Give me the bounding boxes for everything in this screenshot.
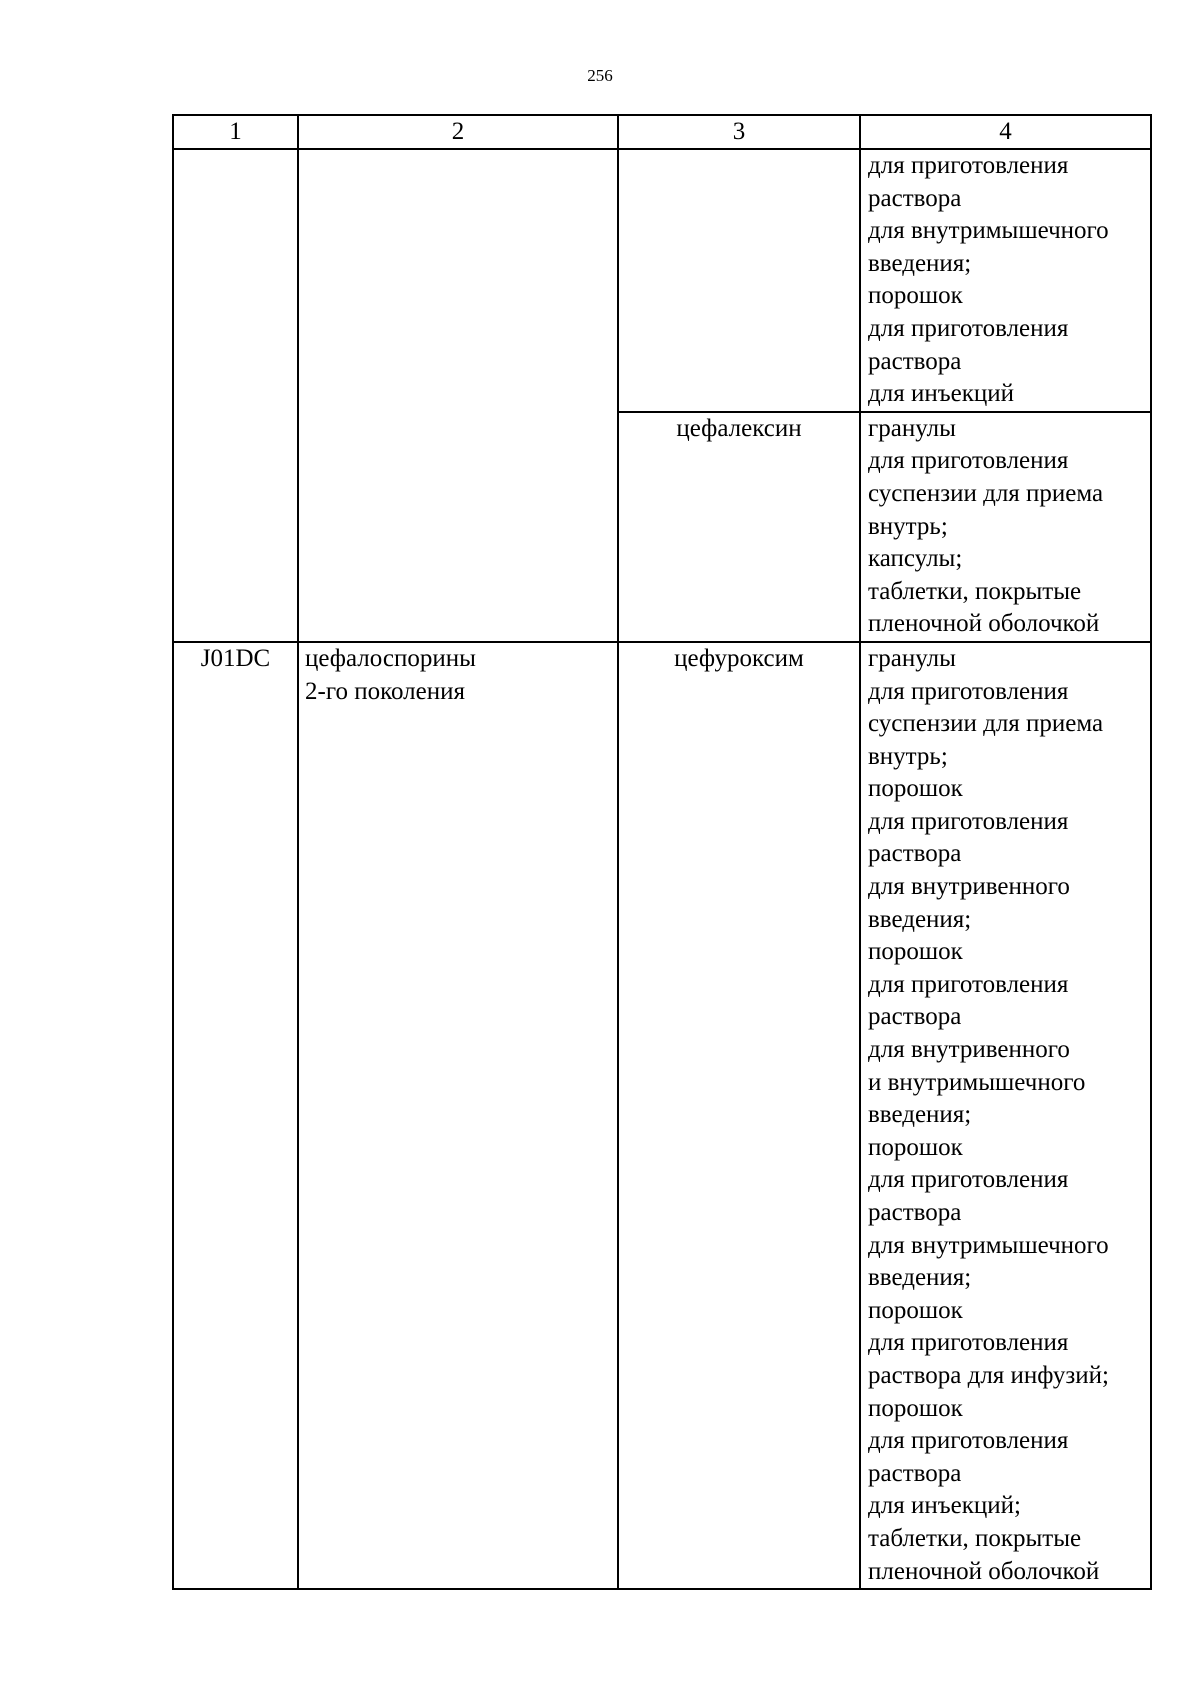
dosage-forms-cell [860, 642, 1151, 1589]
text-line: для приготовления [868, 152, 1069, 179]
text-line: для внутривенного [868, 1036, 1070, 1064]
page-number: 256 [587, 66, 613, 85]
text-line: и внутримышечного [868, 1068, 1086, 1096]
text-line: для приготовления [868, 1427, 1069, 1455]
column-header: 3 [618, 115, 860, 149]
atc-code-cell [173, 149, 298, 642]
column-header: 2 [298, 115, 618, 149]
table-row [173, 642, 1151, 1589]
text-line: суспензии для приема [868, 479, 1104, 507]
text-line: введения; [868, 249, 972, 277]
text-line: пленочной оболочкой [868, 1557, 1100, 1585]
text-line: пленочной оболочкой [868, 610, 1100, 638]
text-line: раствора [868, 184, 962, 212]
text-line: капсулы; [868, 545, 963, 573]
text-line: для внутривенного [868, 873, 1070, 901]
drug-name-cell: цефуроксим [618, 642, 860, 1589]
text-line: таблетки, покрытые [868, 1524, 1082, 1552]
dosage-forms-cell [860, 149, 1151, 412]
text-line: для инъекций; [868, 1492, 1021, 1520]
text-line: гранулы [868, 414, 956, 442]
dosage-forms-cell [860, 412, 1151, 642]
text-line: раствора [868, 347, 962, 375]
text-line: раствора [868, 1003, 962, 1031]
text-line: для инъекций [868, 380, 1015, 408]
column-header: 4 [860, 115, 1151, 149]
text-line: внутрь; [868, 512, 948, 540]
text-line: 2-го поколения [305, 677, 465, 705]
text-line: для приготовления [868, 447, 1069, 475]
group-name-cell [298, 642, 618, 1589]
text-line: для внутримышечного [868, 217, 1109, 245]
text-line: порошок [868, 1133, 963, 1161]
atc-code-cell: J01DC [173, 642, 298, 1589]
text-line: таблетки, покрытые [868, 577, 1082, 605]
text-line: для приготовления [868, 314, 1069, 342]
text-line: для приготовления [868, 807, 1069, 835]
drug-name-cell [618, 149, 860, 412]
text-line: введения; [868, 1101, 972, 1129]
text-line: порошок [868, 1394, 963, 1422]
text-line: для приготовления [868, 677, 1069, 705]
text-line: для приготовления [868, 1166, 1069, 1194]
text-line: порошок [868, 938, 963, 966]
group-name-cell [298, 149, 618, 642]
text-line: для приготовления [868, 970, 1069, 998]
drug-table [172, 114, 1152, 1590]
text-line: цефалоспорины [305, 644, 476, 672]
column-header: 1 [173, 115, 298, 149]
text-line: введения; [868, 1264, 972, 1292]
text-line: порошок [868, 1296, 963, 1324]
text-line: порошок [868, 775, 963, 803]
text-line: порошок [868, 282, 963, 310]
text-line: раствора [868, 1459, 962, 1487]
header-row [173, 115, 1151, 149]
table-row [173, 149, 1151, 412]
text-line: для внутримышечного [868, 1231, 1109, 1259]
text-line: гранулы [868, 644, 956, 672]
text-line: внутрь; [868, 742, 948, 770]
text-line: введения; [868, 905, 972, 933]
text-line: суспензии для приема [868, 710, 1104, 738]
text-line: для приготовления [868, 1329, 1069, 1357]
text-line: раствора [868, 840, 962, 868]
text-line: раствора для инфузий; [868, 1361, 1109, 1389]
drug-name-cell: цефалексин [618, 412, 860, 642]
text-line: раствора [868, 1199, 962, 1226]
